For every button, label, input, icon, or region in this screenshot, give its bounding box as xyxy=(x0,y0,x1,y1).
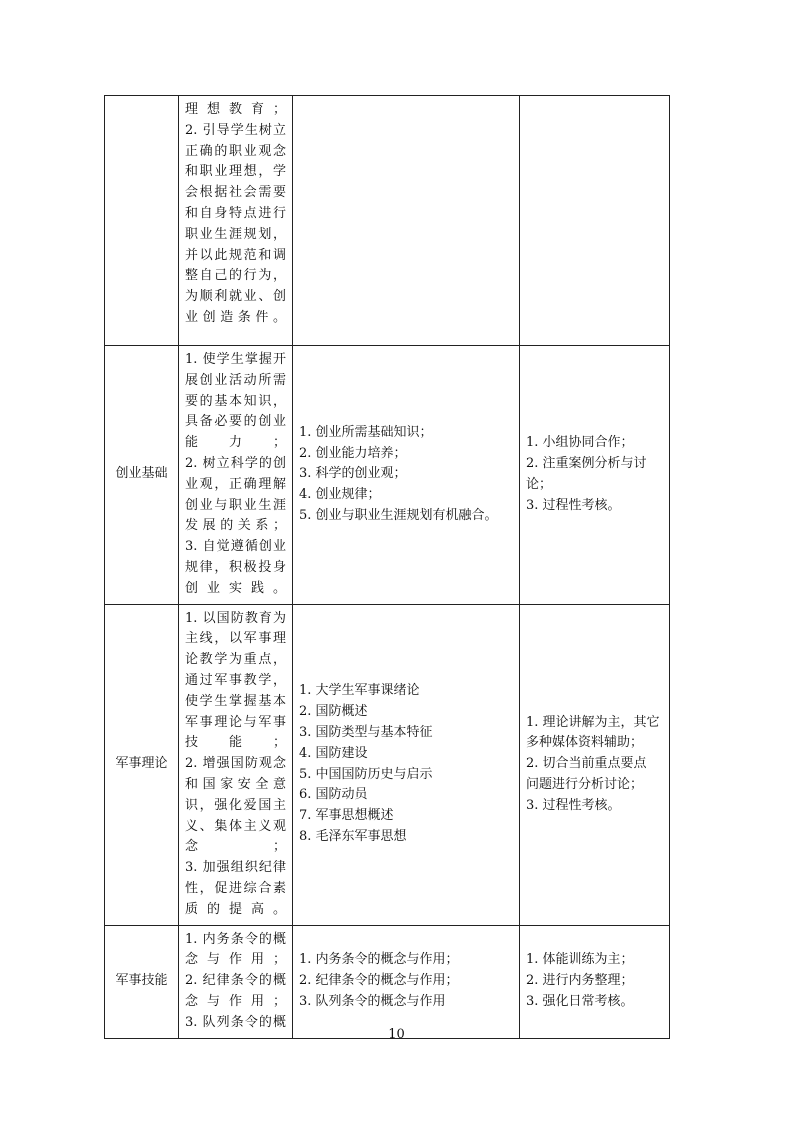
goals-line: 和国家安全意 xyxy=(185,776,286,792)
methods-line: 3. 过程性考核。 xyxy=(526,497,621,513)
goals-line: 2. 引导学生树立 xyxy=(185,122,286,138)
goals-line: 识，强化爱国主 xyxy=(185,797,286,813)
methods-line: 1. 理论讲解为主，其它 xyxy=(526,714,660,730)
content-line: 6. 国防动员 xyxy=(299,787,368,803)
content-line: 7. 军事思想概述 xyxy=(299,808,394,824)
goals-line: 1. 使学生掌握开 xyxy=(185,352,286,367)
goals-line: 义、集体主义观 xyxy=(185,818,286,834)
course-table-body xyxy=(105,96,670,1039)
goals-line: 发展的关系； xyxy=(185,518,286,534)
course-name-cell: 军事理论 xyxy=(105,604,179,925)
content-line: 2. 创业能力培养； xyxy=(299,445,407,461)
goals-line: 要的基本知识， xyxy=(185,393,286,409)
course-goals-cell xyxy=(179,925,293,1038)
course-content-cell xyxy=(293,96,520,346)
goals-line: 会根据社会需要 xyxy=(185,185,286,201)
goals-line: 具备必要的创业 xyxy=(185,414,286,430)
goals-line: 念； xyxy=(185,839,286,855)
methods-line: 2. 切合当前重点要点 xyxy=(526,756,647,772)
content-line: 8. 毛泽东军事思想 xyxy=(299,828,407,844)
goals-line: 1. 以国防教育为 xyxy=(185,610,286,626)
course-row xyxy=(105,604,670,925)
course-methods-cell xyxy=(520,96,670,346)
course-goals-cell xyxy=(179,604,293,925)
methods-line: 2. 进行内务整理； xyxy=(526,973,634,989)
methods-line: 1. 体能训练为主； xyxy=(526,952,634,968)
methods-line: 问题进行分析讨论； xyxy=(526,776,644,792)
goals-line: 创业与职业生涯 xyxy=(185,497,286,513)
goals-line: 业创造条件。 xyxy=(185,309,286,325)
content-line: 2. 国防概述 xyxy=(299,704,368,720)
content-line: 5. 中国国防历史与启示 xyxy=(299,766,433,782)
course-row xyxy=(105,925,670,1038)
content-line: 4. 国防建设 xyxy=(299,745,368,761)
course-name-cell: 军事技能 xyxy=(105,925,179,1038)
content-line: 3. 国防类型与基本特征 xyxy=(299,724,433,740)
goals-line: 整自己的行为， xyxy=(185,268,286,284)
content-line: 3. 队列条令的概念与作用 xyxy=(299,993,446,1009)
methods-line: 1. 小组协同合作； xyxy=(526,435,634,451)
goals-line: 职业生涯规划， xyxy=(185,226,286,242)
course-goals-cell xyxy=(179,346,293,605)
goals-line: 军事理论与军事 xyxy=(185,714,286,730)
course-methods-cell xyxy=(520,604,670,925)
goals-line: 念与作用； xyxy=(185,993,286,1009)
goals-line: 3. 加强组织纪律 xyxy=(185,860,286,876)
goals-line: 创业实践。 xyxy=(185,580,286,596)
goals-line: 3. 自觉遵循创业 xyxy=(185,539,286,555)
content-line: 1. 大学生军事课绪论 xyxy=(299,683,420,699)
content-line: 5. 创业与职业生涯规划有机融合。 xyxy=(299,507,498,523)
course-name-cell: 创业基础 xyxy=(105,346,179,605)
goals-line: 使学生掌握基本 xyxy=(185,693,286,709)
goals-line: 展创业活动所需 xyxy=(185,372,286,388)
course-methods-cell xyxy=(520,346,670,605)
goals-line: 2. 树立科学的创 xyxy=(185,455,286,471)
methods-line: 多种媒体资料辅助； xyxy=(526,735,644,751)
course-name-cell xyxy=(105,96,179,346)
goals-line: 和职业理想，学 xyxy=(185,164,286,180)
methods-line: 论； xyxy=(526,476,553,492)
course-methods-cell xyxy=(520,925,670,1038)
goals-line: 2. 纪律条令的概 xyxy=(185,973,286,989)
goals-line: 论教学为重点， xyxy=(185,652,286,668)
methods-line: 3. 强化日常考核。 xyxy=(526,993,634,1009)
course-content-cell xyxy=(293,925,520,1038)
goals-line: 和自身特点进行 xyxy=(185,205,286,221)
goals-line: 技能； xyxy=(185,735,286,751)
methods-line: 3. 过程性考核。 xyxy=(526,797,621,813)
course-content-cell xyxy=(293,604,520,925)
page-number: 10 xyxy=(388,1027,405,1042)
course-row xyxy=(105,346,670,605)
goals-line: 念与作用； xyxy=(185,952,286,968)
methods-line: 2. 注重案例分析与讨 xyxy=(526,455,647,471)
content-line: 2. 纪律条令的概念与作用； xyxy=(299,973,459,989)
content-line: 1. 内务条令的概念与作用； xyxy=(299,952,459,968)
goals-line: 主线，以军事理 xyxy=(185,631,286,647)
content-line: 1. 创业所需基础知识； xyxy=(299,424,433,440)
course-table xyxy=(104,95,670,1039)
content-line: 3. 科学的创业观； xyxy=(299,466,407,482)
goals-line: 规律，积极投身 xyxy=(185,559,286,575)
goals-line: 能力； xyxy=(185,435,286,451)
goals-line: 3. 队列条令的概 xyxy=(185,1014,286,1030)
goals-line: 1. 内务条令的概 xyxy=(185,931,286,947)
goals-line: 并以此规范和调 xyxy=(185,247,286,263)
goals-line: 理想教育； xyxy=(185,102,286,117)
course-row xyxy=(105,96,670,346)
goals-line: 为顺利就业、创 xyxy=(185,289,286,305)
goals-line: 性，促进综合素 xyxy=(185,880,286,896)
course-goals-cell xyxy=(179,96,293,346)
goals-line: 质的提高。 xyxy=(185,901,286,917)
goals-line: 2. 增强国防观念 xyxy=(185,756,286,772)
goals-line: 业观，正确理解 xyxy=(185,476,286,492)
course-content-cell xyxy=(293,346,520,605)
goals-line: 通过军事教学， xyxy=(185,672,286,688)
goals-line: 正确的职业观念 xyxy=(185,143,286,159)
content-line: 4. 创业规律； xyxy=(299,487,381,503)
